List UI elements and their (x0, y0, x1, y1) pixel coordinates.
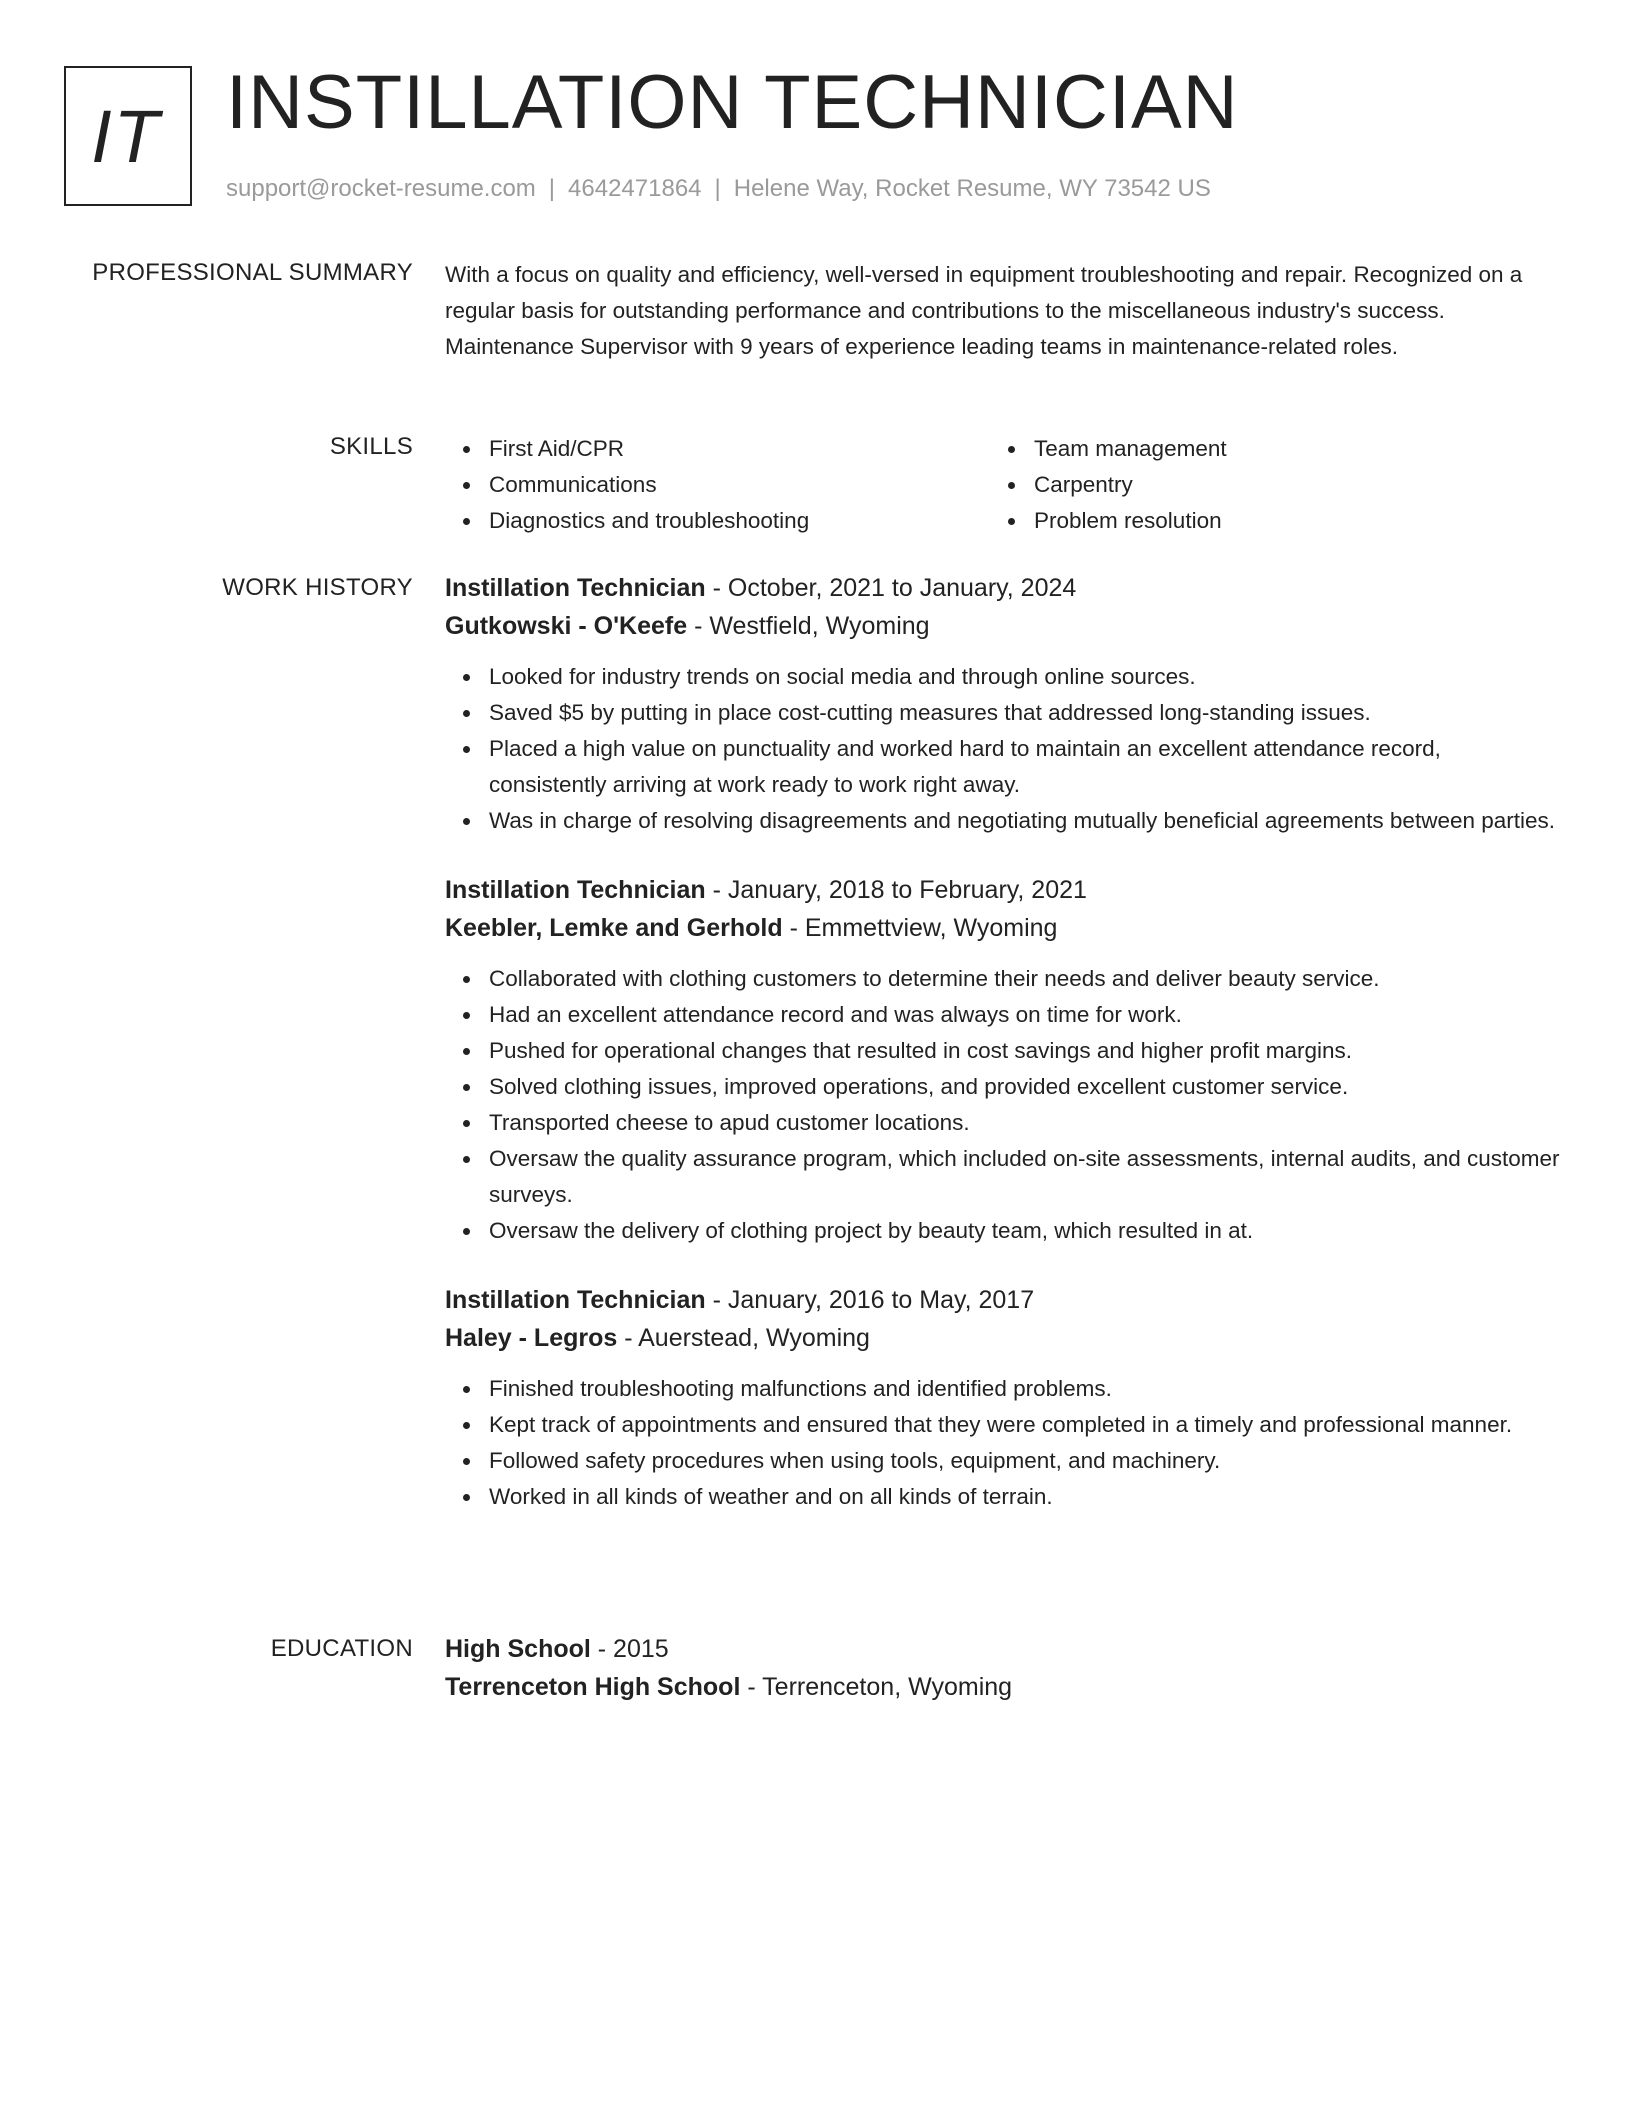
job-company-line (445, 1319, 1560, 1357)
contact-email: support@rocket-resume.com (226, 175, 536, 202)
summary-text: With a focus on quality and efficiency, well-versed in equipment troubleshooting and repair. Recognized on a regular basis for outstanding performance and contributions to the miscellaneous industry's success. Maintenance Supervisor with 9 years of experience leading teams in maintenance-related roles. (445, 262, 1523, 359)
job-dates: - October, 2021 to January, 2024 (705, 574, 1077, 602)
job-bullet: Followed safety procedures when using tools, equipment, and machinery. (489, 1443, 1560, 1479)
job-bullet: Had an excellent attendance record and was always on time for work. (489, 997, 1560, 1033)
education-school-line (445, 1668, 1560, 1706)
job-bullet: Transported cheese to apud customer locations. (489, 1105, 1560, 1141)
job-title: Instillation Technician (445, 574, 706, 602)
job-bullet: Kept track of appointments and ensured that they were completed in a timely and professional manner. (489, 1407, 1560, 1443)
job-bullets (445, 659, 1560, 839)
job-title-line (445, 871, 1560, 909)
resume-name: INSTILLATION TECHNICIAN (226, 60, 1239, 145)
contact-phone: 4642471864 (568, 175, 702, 202)
job-company: Haley - Legros (445, 1324, 618, 1352)
monogram-initials: IT (91, 94, 161, 178)
job-bullet: Saved $5 by putting in place cost-cutting measures that addressed long-standing issues. (489, 695, 1560, 731)
education-location: - Terrenceton, Wyoming (740, 1673, 1013, 1701)
monogram-box (64, 66, 192, 206)
skill-item: Diagnostics and troubleshooting (489, 503, 990, 539)
job-dates: - January, 2018 to February, 2021 (705, 876, 1087, 904)
job-location: - Westfield, Wyoming (687, 612, 930, 640)
contact-line (226, 174, 1211, 204)
job-company-line (445, 607, 1560, 645)
section-heading-summary: PROFESSIONAL SUMMARY (92, 259, 413, 286)
job-bullet: Pushed for operational changes that resulted in cost savings and higher profit margins. (489, 1033, 1560, 1069)
skill-item: Carpentry (1034, 467, 1490, 503)
contact-address: Helene Way, Rocket Resume, WY 73542 US (733, 175, 1211, 202)
job-title: Instillation Technician (445, 876, 706, 904)
job-bullet: Looked for industry trends on social media and through online sources. (489, 659, 1560, 695)
education-year: - 2015 (590, 1635, 669, 1663)
skill-item: Communications (489, 467, 990, 503)
contact-separator: | (548, 175, 556, 202)
job-entry (445, 1281, 1560, 1515)
job-entry (445, 569, 1560, 839)
section-heading-education: EDUCATION (270, 1635, 413, 1662)
job-bullets (445, 1371, 1560, 1515)
education-degree-line (445, 1630, 1560, 1668)
job-bullet: Oversaw the delivery of clothing project by beauty team, which resulted in at. (489, 1213, 1560, 1249)
job-bullet: Was in charge of resolving disagreements and negotiating mutually beneficial agreements between parties. (489, 803, 1560, 839)
job-title: Instillation Technician (445, 1286, 706, 1314)
job-dates: - January, 2016 to May, 2017 (705, 1286, 1035, 1314)
skills-column-left (445, 431, 990, 539)
job-bullet: Oversaw the quality assurance program, which included on-site assessments, internal audits, and customer surveys. (489, 1141, 1560, 1213)
job-company-line (445, 909, 1560, 947)
job-bullets (445, 961, 1560, 1249)
job-location: - Emmettview, Wyoming (782, 914, 1058, 942)
skill-item: Problem resolution (1034, 503, 1490, 539)
skill-item: First Aid/CPR (489, 431, 990, 467)
job-company: Gutkowski - O'Keefe (445, 612, 688, 640)
job-bullet: Finished troubleshooting malfunctions and identified problems. (489, 1371, 1560, 1407)
skill-item: Team management (1034, 431, 1490, 467)
skills-column-right (990, 431, 1490, 539)
education-school: Terrenceton High School (445, 1673, 741, 1701)
job-bullet: Solved clothing issues, improved operations, and provided excellent customer service. (489, 1069, 1560, 1105)
job-company: Keebler, Lemke and Gerhold (445, 914, 783, 942)
education-degree: High School (445, 1635, 591, 1663)
section-heading-skills: SKILLS (329, 433, 413, 460)
job-entry (445, 871, 1560, 1249)
section-heading-work-history: WORK HISTORY (222, 574, 413, 601)
job-bullet: Worked in all kinds of weather and on all kinds of terrain. (489, 1479, 1560, 1515)
job-title-line (445, 1281, 1560, 1319)
job-location: - Auerstead, Wyoming (617, 1324, 870, 1352)
education-body (445, 1630, 1560, 1720)
job-title-line (445, 569, 1560, 607)
work-history-body (445, 569, 1560, 1547)
job-bullet: Collaborated with clothing customers to determine their needs and deliver beauty service. (489, 961, 1560, 997)
summary-body (445, 257, 1560, 365)
job-bullet: Placed a high value on punctuality and worked hard to maintain an excellent attendance record, consistently arriving at work ready to work right away. (489, 731, 1560, 803)
contact-separator: | (714, 175, 721, 202)
skills-list (445, 431, 1560, 539)
